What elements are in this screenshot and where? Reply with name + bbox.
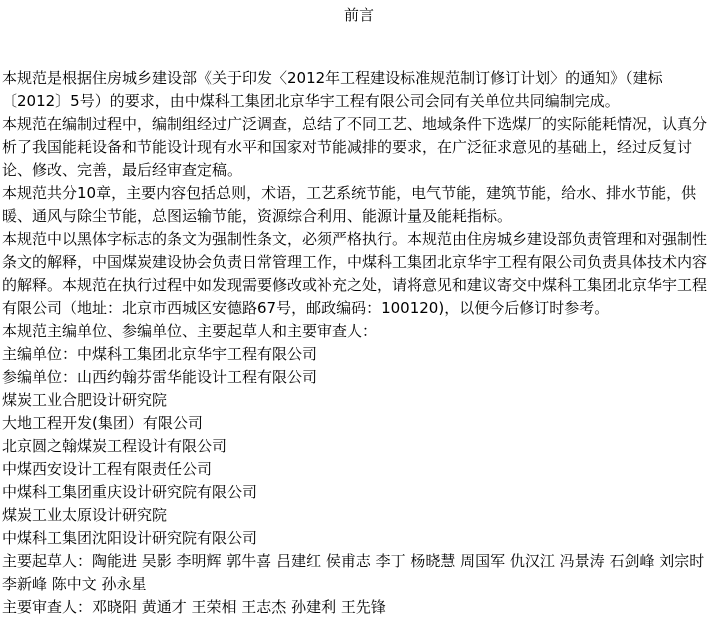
document-body <box>2 67 716 619</box>
credits-participating-unit-1: 煤炭工业合肥设计研究院 <box>2 391 168 409</box>
page-title: 前言 <box>343 6 374 24</box>
para-compilation-basis: 本规范是根据住房城乡建设部《关于印发〈2012年工程建设标准规范制订修订计划〉的通知》（建标〔2012〕5号）的要求，由中煤科工集团北京华宇工程有限公司会同有关单位共同编制完成。 <box>2 69 663 110</box>
para-contents-overview: 本规范共分10章，主要内容包括总则，术语，工艺系统节能，电气节能，建筑节能，给水、排水节能，供暖、通风与除尘节能，总图运输节能，资源综合利用、能源计量及能耗指标。 <box>2 184 697 225</box>
credits-heading: 本规范主编单位、参编单位、主要起草人和主要审查人： <box>2 322 378 340</box>
para-compilation-process: 本规范在编制过程中，编制组经过广泛调查，总结了不同工艺、地域条件下选煤厂的实际能耗情况，认真分析了我国能耗设备和节能设计现有水平和国家对节能减排的要求，在广泛征求意见的基础上，经过反复讨论、修改、完善，最后经审查定稿。 <box>2 115 708 179</box>
credits-participating-unit-3: 北京圆之翰煤炭工程设计有限公司 <box>2 437 228 455</box>
credits-participating-unit-6: 煤炭工业太原设计研究院 <box>2 506 168 524</box>
credits-participating-unit-7: 中煤科工集团沈阳设计研究院有限公司 <box>2 529 258 547</box>
para-mandatory-provisions: 本规范中以黑体字标志的条文为强制性条文，必须严格执行。本规范由住房城乡建设部负责管理和对强制性条文的解释，中国煤炭建设协会负责日常管理工作，中煤科工集团北京华宇工程有限公司负责具体技术内容的解释。本规范在执行过程中如发现需要修改或补充之处，请将意见和建议寄交中煤科工集团北京华宇工程有限公司（地址：北京市西城区安德路67号，邮政编码：100120)，以便今后修订时参考。 <box>2 230 708 317</box>
credits-main-reviewers: 主要审查人：邓晓阳 黄通才 王荣相 王志杰 孙建利 王先锋 <box>2 598 386 616</box>
credits-participating-unit-2: 大地工程开发(集团）有限公司 <box>2 414 203 432</box>
credits-participating-unit-4: 中煤西安设计工程有限责任公司 <box>2 460 213 478</box>
credits-main-drafters: 主要起草人：陶能进 吴影 李明辉 郭牛喜 吕建红 侯甫志 李丁 杨晓慧 周国军 仇汉江 冯景涛 石剑峰 刘宗时 李新峰 陈中文 孙永星 <box>2 552 705 593</box>
credits-chief-editing-unit: 主编单位：中煤科工集团北京华宇工程有限公司 <box>2 345 318 363</box>
credits-participating-unit-5: 中煤科工集团重庆设计研究院有限公司 <box>2 483 258 501</box>
credits-participating-unit-lead: 参编单位：山西约翰芬雷华能设计工程有限公司 <box>2 368 318 386</box>
